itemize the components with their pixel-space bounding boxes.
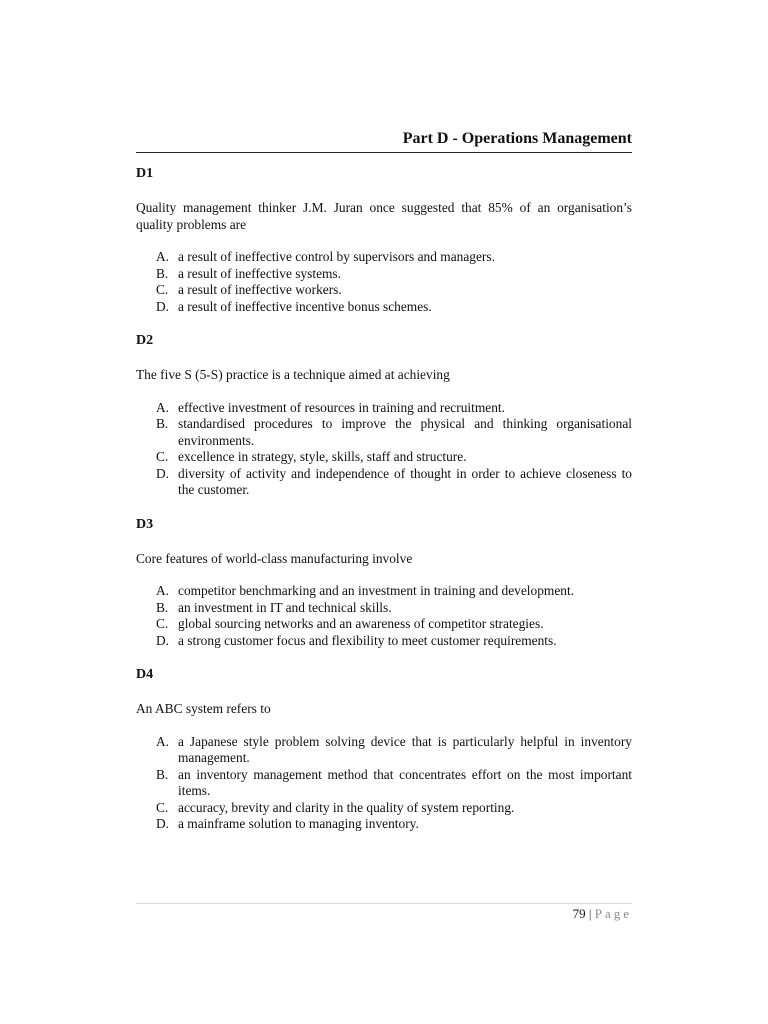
question-d4 [136,667,632,833]
option-letter: A. [156,249,170,264]
answer-option-c [156,449,632,466]
option-letter: B. [156,599,169,615]
option-letter: A. [156,733,170,749]
answer-option-a [156,249,632,266]
option-text: a strong customer focus and flexibility to meet customer requirements. [178,632,557,648]
option-letter: B. [156,766,169,782]
question-id: D1 [136,166,154,181]
option-letter: C. [156,616,169,631]
answer-option-c [156,800,632,817]
answer-option-a [156,734,632,767]
answer-options [136,400,632,499]
answer-option-b [156,767,632,800]
answer-options [136,583,632,649]
question-d1 [136,166,632,315]
answer-option-c [156,282,632,299]
answer-options [136,734,632,833]
answer-options [136,249,632,315]
question-id: D3 [136,516,154,532]
answer-option-a [156,400,632,417]
option-letter: D. [156,465,170,481]
option-text: excellence in strategy, style, skills, staff and structure. [178,449,467,464]
question-stem: An ABC system refers to [136,701,271,716]
answer-option-d [156,816,632,833]
question-d3 [136,517,632,650]
option-text: competitor benchmarking and an investment in training and development. [178,583,575,598]
option-letter: C. [156,799,169,815]
answer-option-b [156,416,632,449]
answer-option-b [156,600,632,617]
page-number: 79 [572,906,586,921]
question-stem: Core features of world-class manufacturing involve [136,550,413,566]
option-letter: D. [156,632,170,648]
question-list [136,166,632,851]
option-text: effective investment of resources in training and recruitment. [178,399,505,415]
page-word: Page [594,906,632,921]
option-text: a result of ineffective incentive bonus schemes. [178,298,432,314]
option-text: diversity of activity and independence of thought in order to achieve closeness to the customer. [178,465,632,497]
option-text: standardised procedures to improve the physical and thinking organisational environments. [178,416,632,448]
option-letter: B. [156,416,169,431]
answer-option-d [156,633,632,650]
option-text: a result of ineffective workers. [178,282,342,297]
page-separator: | [588,906,592,921]
option-letter: C. [156,282,169,297]
page-title: Part D - Operations Management [402,130,632,147]
option-letter: A. [156,399,170,415]
question-stem: Quality management thinker J.M. Juran once suggested that 85% of an organisation’s quality problems are [136,200,632,232]
option-letter: C. [156,449,169,464]
option-text: a mainframe solution to managing inventory. [178,816,419,831]
page-number-label [573,906,632,922]
answer-option-c [156,616,632,633]
option-text: global sourcing networks and an awareness of competitor strategies. [178,616,544,631]
option-text: an inventory management method that concentrates effort on the most important items. [178,766,632,798]
answer-option-d [156,299,632,316]
question-id: D4 [136,667,154,682]
page-footer [136,903,632,924]
answer-option-a [156,583,632,600]
question-id: D2 [136,333,154,348]
option-text: a result of ineffective systems. [178,265,341,281]
question-stem: The five S (5-S) practice is a technique aimed at achieving [136,367,450,382]
option-letter: D. [156,298,170,314]
option-letter: B. [156,265,169,281]
option-text: an investment in IT and technical skills. [178,599,392,615]
option-letter: A. [156,583,170,598]
option-text: a result of ineffective control by supervisors and managers. [178,249,495,264]
question-d2 [136,333,632,499]
option-letter: D. [156,816,170,831]
answer-option-d [156,466,632,499]
answer-option-b [156,266,632,283]
option-text: accuracy, brevity and clarity in the quality of system reporting. [178,799,515,815]
page-header [136,128,632,153]
option-text: a Japanese style problem solving device that is particularly helpful in inventory management. [178,733,632,765]
